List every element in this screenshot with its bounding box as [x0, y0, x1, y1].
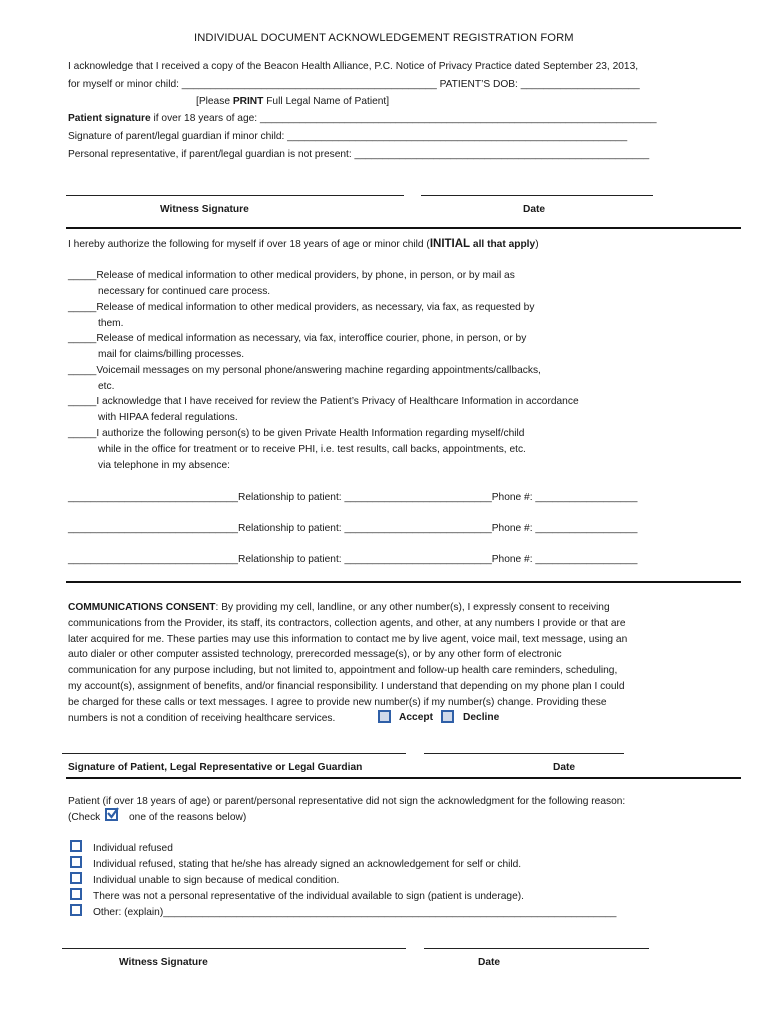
initial-voicemail[interactable]: _____Voicemail messages on my personal phone/answering machine regarding appointments/callbacks, — [68, 365, 541, 376]
witness-date-line[interactable] — [421, 195, 653, 196]
reason-already-signed-checkbox[interactable] — [70, 856, 82, 868]
section-divider — [66, 777, 741, 779]
initial-release-continued-care[interactable]: _____Release of medical information to other medical providers, by phone, in person, or by mail as — [68, 270, 515, 281]
consent-line: communication for any purpose including, but not limited to, appointment and follow-up health care reminders, scheduling, — [68, 665, 618, 676]
ack-line-2-patient-name-dob[interactable]: for myself or minor child: _____________________________________________ PATIENT’S DOB: _____________________ — [68, 79, 640, 90]
reason-refused-checkbox[interactable] — [70, 840, 82, 852]
signature-representative-label: Signature of Patient, Legal Representative or Legal Guardian — [68, 762, 363, 773]
accept-checkbox[interactable] — [378, 710, 391, 723]
section-divider — [66, 581, 741, 583]
consent-last-line: numbers is not a condition of receiving healthcare services. — [68, 713, 336, 724]
initial-release-billing[interactable]: _____Release of medical information as necessary, via fax, interoffice courier, phone, in person, or by — [68, 333, 527, 344]
reason-refused-label: Individual refused — [93, 843, 173, 854]
section-divider — [66, 227, 741, 229]
item-continuation: etc. — [98, 381, 115, 392]
initial-authorize-persons[interactable]: _____I authorize the following person(s) to be given Private Health Information regarding myself/child — [68, 428, 525, 439]
consent-first-line: COMMUNICATIONS CONSENT: By providing my cell, landline, or any other number(s), I expressly consent to receiving — [68, 602, 610, 613]
decline-label: Decline — [463, 712, 500, 723]
reason-no-representative-checkbox[interactable] — [70, 888, 82, 900]
item-continuation: with HIPAA federal regulations. — [98, 412, 238, 423]
authorize-intro: I hereby authorize the following for myself if over 18 years of age or minor child (INITIAL all that apply) — [68, 238, 539, 250]
ack-line-1: I acknowledge that I received a copy of the Beacon Health Alliance, P.C. Notice of Privacy Practice dated September 23, 2013, — [68, 61, 639, 72]
patient-representative-signature-line[interactable] — [62, 753, 406, 754]
reason-no-representative-label: There was not a personal representative of the individual available to sign (patient is underage). — [93, 891, 524, 902]
witness-date-line[interactable] — [424, 948, 649, 949]
accept-label: Accept — [399, 712, 433, 723]
item-continuation: them. — [98, 318, 124, 329]
reason-other-explain-field[interactable]: Other: (explain)________________________________________________________________________________ — [93, 907, 617, 918]
checked-box-icon — [105, 808, 118, 821]
initial-release-fax[interactable]: _____Release of medical information to other medical providers, as necessary, via fax, as requested by — [68, 302, 535, 313]
reason-medical-condition-label: Individual unable to sign because of medical condition. — [93, 875, 340, 886]
consent-line: communications from the Provider, its staff, its contractors, collection agents, and other, at any numbers I provide or that are — [68, 618, 626, 629]
initial-hipaa-ack[interactable]: _____I acknowledge that I have received for review the Patient’s Privacy of Healthcare Information in accordance — [68, 396, 579, 407]
reason-medical-condition-checkbox[interactable] — [70, 872, 82, 884]
item-continuation: via telephone in my absence: — [98, 460, 230, 471]
check-instruction-prefix: (Check — [68, 812, 101, 823]
print-name-note: [Please PRINT Full Legal Name of Patient] — [196, 96, 390, 107]
witness-signature-line[interactable] — [66, 195, 404, 196]
consent-line: later acquired for me. These parties may use this information to contact me by live agent, voice mail, text message, using an — [68, 634, 628, 645]
refusal-intro: Patient (if over 18 years of age) or parent/personal representative did not sign the acknowledgment for the following reason: — [68, 796, 626, 807]
form-title: INDIVIDUAL DOCUMENT ACKNOWLEDGEMENT REGISTRATION FORM — [194, 32, 574, 44]
witness-date-label: Date — [523, 204, 546, 215]
signature-date-label: Date — [553, 762, 576, 773]
item-continuation: necessary for continued care process. — [98, 286, 271, 297]
authorized-contact-row[interactable]: ______________________________Relationship to patient: __________________________Phone #: __________________ — [68, 492, 638, 503]
item-continuation: mail for claims/billing processes. — [98, 349, 245, 360]
witness-date-label: Date — [478, 957, 501, 968]
consent-line: auto dialer or other computer assisted technology, prerecorded message(s), or by any other form of electronic — [68, 649, 562, 660]
consent-line: my account(s), assignment of benefits, and/or financial responsibility. I understand that depending on my phone plan I could — [68, 681, 625, 692]
personal-representative-field[interactable]: Personal representative, if parent/legal guardian is not present: ____________________________________________________ — [68, 149, 650, 160]
witness-signature-line[interactable] — [62, 948, 406, 949]
witness-signature-label: Witness Signature — [119, 957, 208, 968]
guardian-signature-field[interactable]: Signature of parent/legal guardian if minor child: ____________________________________________________________ — [68, 131, 628, 142]
decline-checkbox[interactable] — [441, 710, 454, 723]
consent-line: be charged for these calls or text messages. I agree to provide new number(s) if my number(s) change. Providing these — [68, 697, 607, 708]
authorized-contact-row[interactable]: ______________________________Relationship to patient: __________________________Phone #: __________________ — [68, 554, 638, 565]
item-continuation: while in the office for treatment or to receive PHI, i.e. test results, call backs, appointments, etc. — [98, 444, 526, 455]
witness-signature-label: Witness Signature — [160, 204, 249, 215]
reason-already-signed-label: Individual refused, stating that he/she has already signed an acknowledgement for self or child. — [93, 859, 522, 870]
patient-signature-field[interactable]: Patient signature if over 18 years of age: ______________________________________________________________________ — [68, 113, 657, 124]
reason-other-checkbox[interactable] — [70, 904, 82, 916]
signature-date-line[interactable] — [424, 753, 624, 754]
authorized-contact-row[interactable]: ______________________________Relationship to patient: __________________________Phone #: __________________ — [68, 523, 638, 534]
check-instruction-suffix: one of the reasons below) — [129, 812, 247, 823]
